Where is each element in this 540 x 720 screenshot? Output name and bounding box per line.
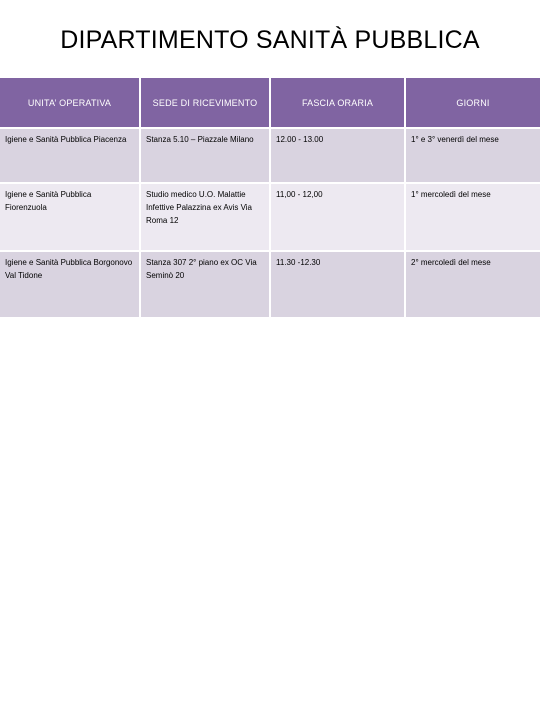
cell-giorni: 2° mercoledì del mese bbox=[405, 251, 540, 318]
cell-unita-operativa: Igiene e Sanità Pubblica Piacenza bbox=[0, 128, 140, 183]
cell-giorni: 1° e 3° venerdì del mese bbox=[405, 128, 540, 183]
cell-unita-operativa: Igiene e Sanità Pubblica Borgonovo Val Tidone bbox=[0, 251, 140, 318]
page-title: DIPARTIMENTO SANITÀ PUBBLICA bbox=[60, 26, 480, 54]
cell-fascia-oraria: 12.00 - 13.00 bbox=[270, 128, 405, 183]
reception-schedule-table bbox=[0, 78, 540, 319]
table-row bbox=[0, 251, 540, 318]
cell-sede-ricevimento: Stanza 5.10 – Piazzale Milano bbox=[140, 128, 270, 183]
column-header-unita-operativa: UNITA’ OPERATIVA bbox=[0, 78, 140, 128]
cell-fascia-oraria: 11,00 - 12,00 bbox=[270, 183, 405, 251]
column-header-sede-ricevimento: SEDE DI RICEVIMENTO bbox=[140, 78, 270, 128]
column-header-fascia-oraria: FASCIA ORARIA bbox=[270, 78, 405, 128]
cell-unita-operativa: Igiene e Sanità Pubblica Fiorenzuola bbox=[0, 183, 140, 251]
table-row bbox=[0, 128, 540, 183]
table-row bbox=[0, 183, 540, 251]
column-header-giorni: GIORNI bbox=[405, 78, 540, 128]
table-header-row bbox=[0, 78, 540, 128]
cell-giorni: 1° mercoledì del mese bbox=[405, 183, 540, 251]
cell-sede-ricevimento: Studio medico U.O. Malattie Infettive Palazzina ex Avis Via Roma 12 bbox=[140, 183, 270, 251]
cell-sede-ricevimento: Stanza 307 2° piano ex OC Via Seminò 20 bbox=[140, 251, 270, 318]
cell-fascia-oraria: 11.30 -12.30 bbox=[270, 251, 405, 318]
